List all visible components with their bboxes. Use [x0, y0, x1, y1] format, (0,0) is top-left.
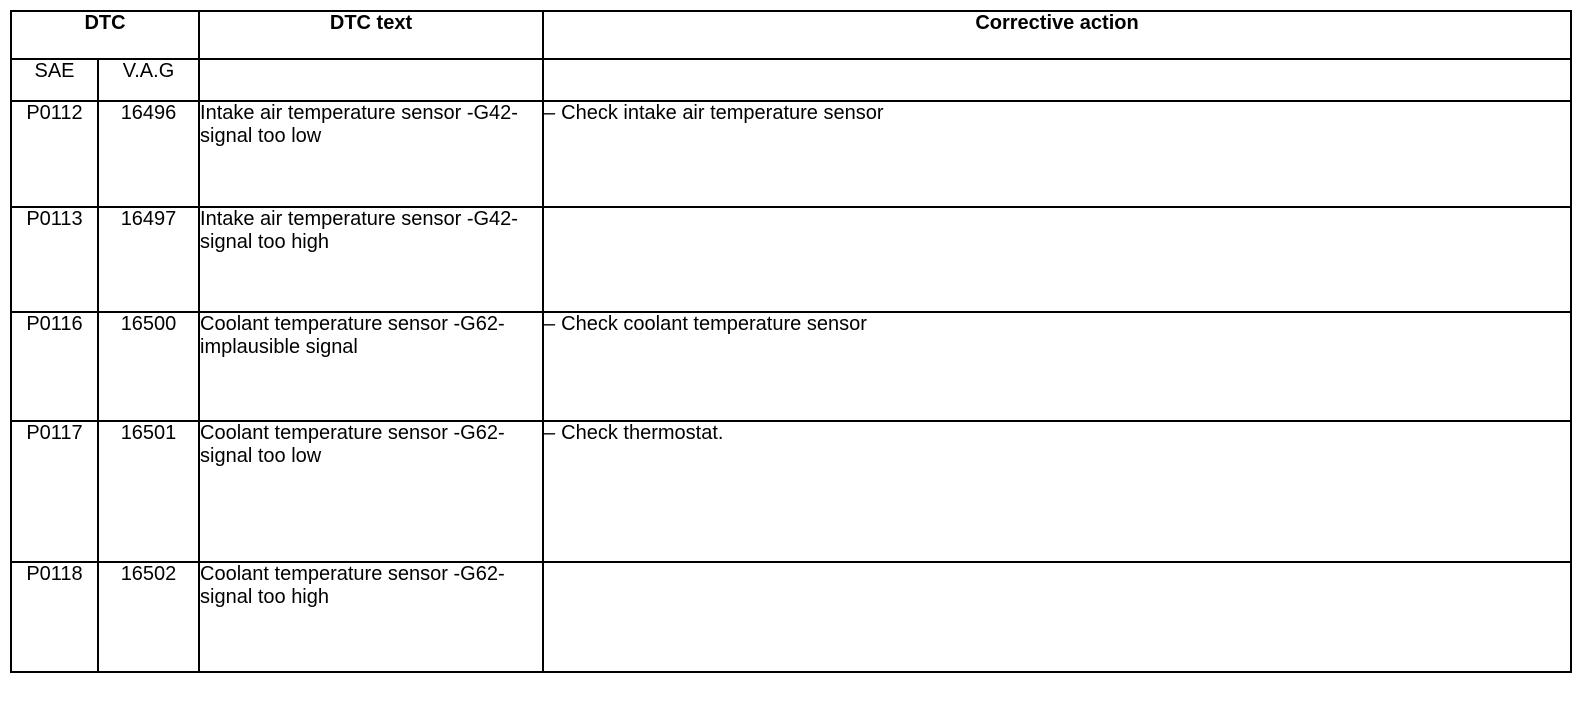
corrective-action — [543, 312, 1571, 421]
subheader-empty-action — [543, 59, 1571, 101]
dash-bullet: – — [544, 102, 556, 124]
subheader-sae: SAE — [11, 59, 98, 101]
vag-code: 16496 — [98, 101, 199, 207]
corrective-action — [543, 562, 1571, 672]
corrective-action-text: Check thermostat. — [561, 422, 724, 444]
subheader-vag: V.A.G — [98, 59, 199, 101]
table-row — [11, 421, 1571, 562]
header-row — [11, 11, 1571, 59]
sae-code: P0117 — [11, 421, 98, 562]
dash-bullet: – — [544, 422, 556, 444]
dtc-text: Intake air temperature sensor -G42- signal too low — [199, 101, 543, 207]
subheader-row — [11, 59, 1571, 101]
corrective-action — [543, 207, 1571, 312]
table-row — [11, 312, 1571, 421]
vag-code: 16497 — [98, 207, 199, 312]
dtc-text: Coolant temperature sensor -G62- signal too low — [199, 421, 543, 562]
table-row — [11, 207, 1571, 312]
corrective-action — [543, 101, 1571, 207]
dtc-text: Intake air temperature sensor -G42- signal too high — [199, 207, 543, 312]
sae-code: P0113 — [11, 207, 98, 312]
corrective-action — [543, 421, 1571, 562]
corrective-action-text: Check intake air temperature sensor — [561, 102, 884, 124]
dtc-text: Coolant temperature sensor -G62- implausible signal — [199, 312, 543, 421]
vag-code: 16502 — [98, 562, 199, 672]
header-corrective-action: Corrective action — [543, 11, 1571, 59]
corrective-action-text: Check coolant temperature sensor — [561, 313, 867, 335]
sae-code: P0116 — [11, 312, 98, 421]
table-row — [11, 101, 1571, 207]
sae-code: P0118 — [11, 562, 98, 672]
subheader-empty-text — [199, 59, 543, 101]
sae-code: P0112 — [11, 101, 98, 207]
header-dtc-text: DTC text — [199, 11, 543, 59]
dtc-table — [10, 10, 1572, 673]
header-dtc: DTC — [11, 11, 199, 59]
vag-code: 16500 — [98, 312, 199, 421]
vag-code: 16501 — [98, 421, 199, 562]
dash-bullet: – — [544, 313, 556, 335]
dtc-text: Coolant temperature sensor -G62- signal too high — [199, 562, 543, 672]
table-row — [11, 562, 1571, 672]
